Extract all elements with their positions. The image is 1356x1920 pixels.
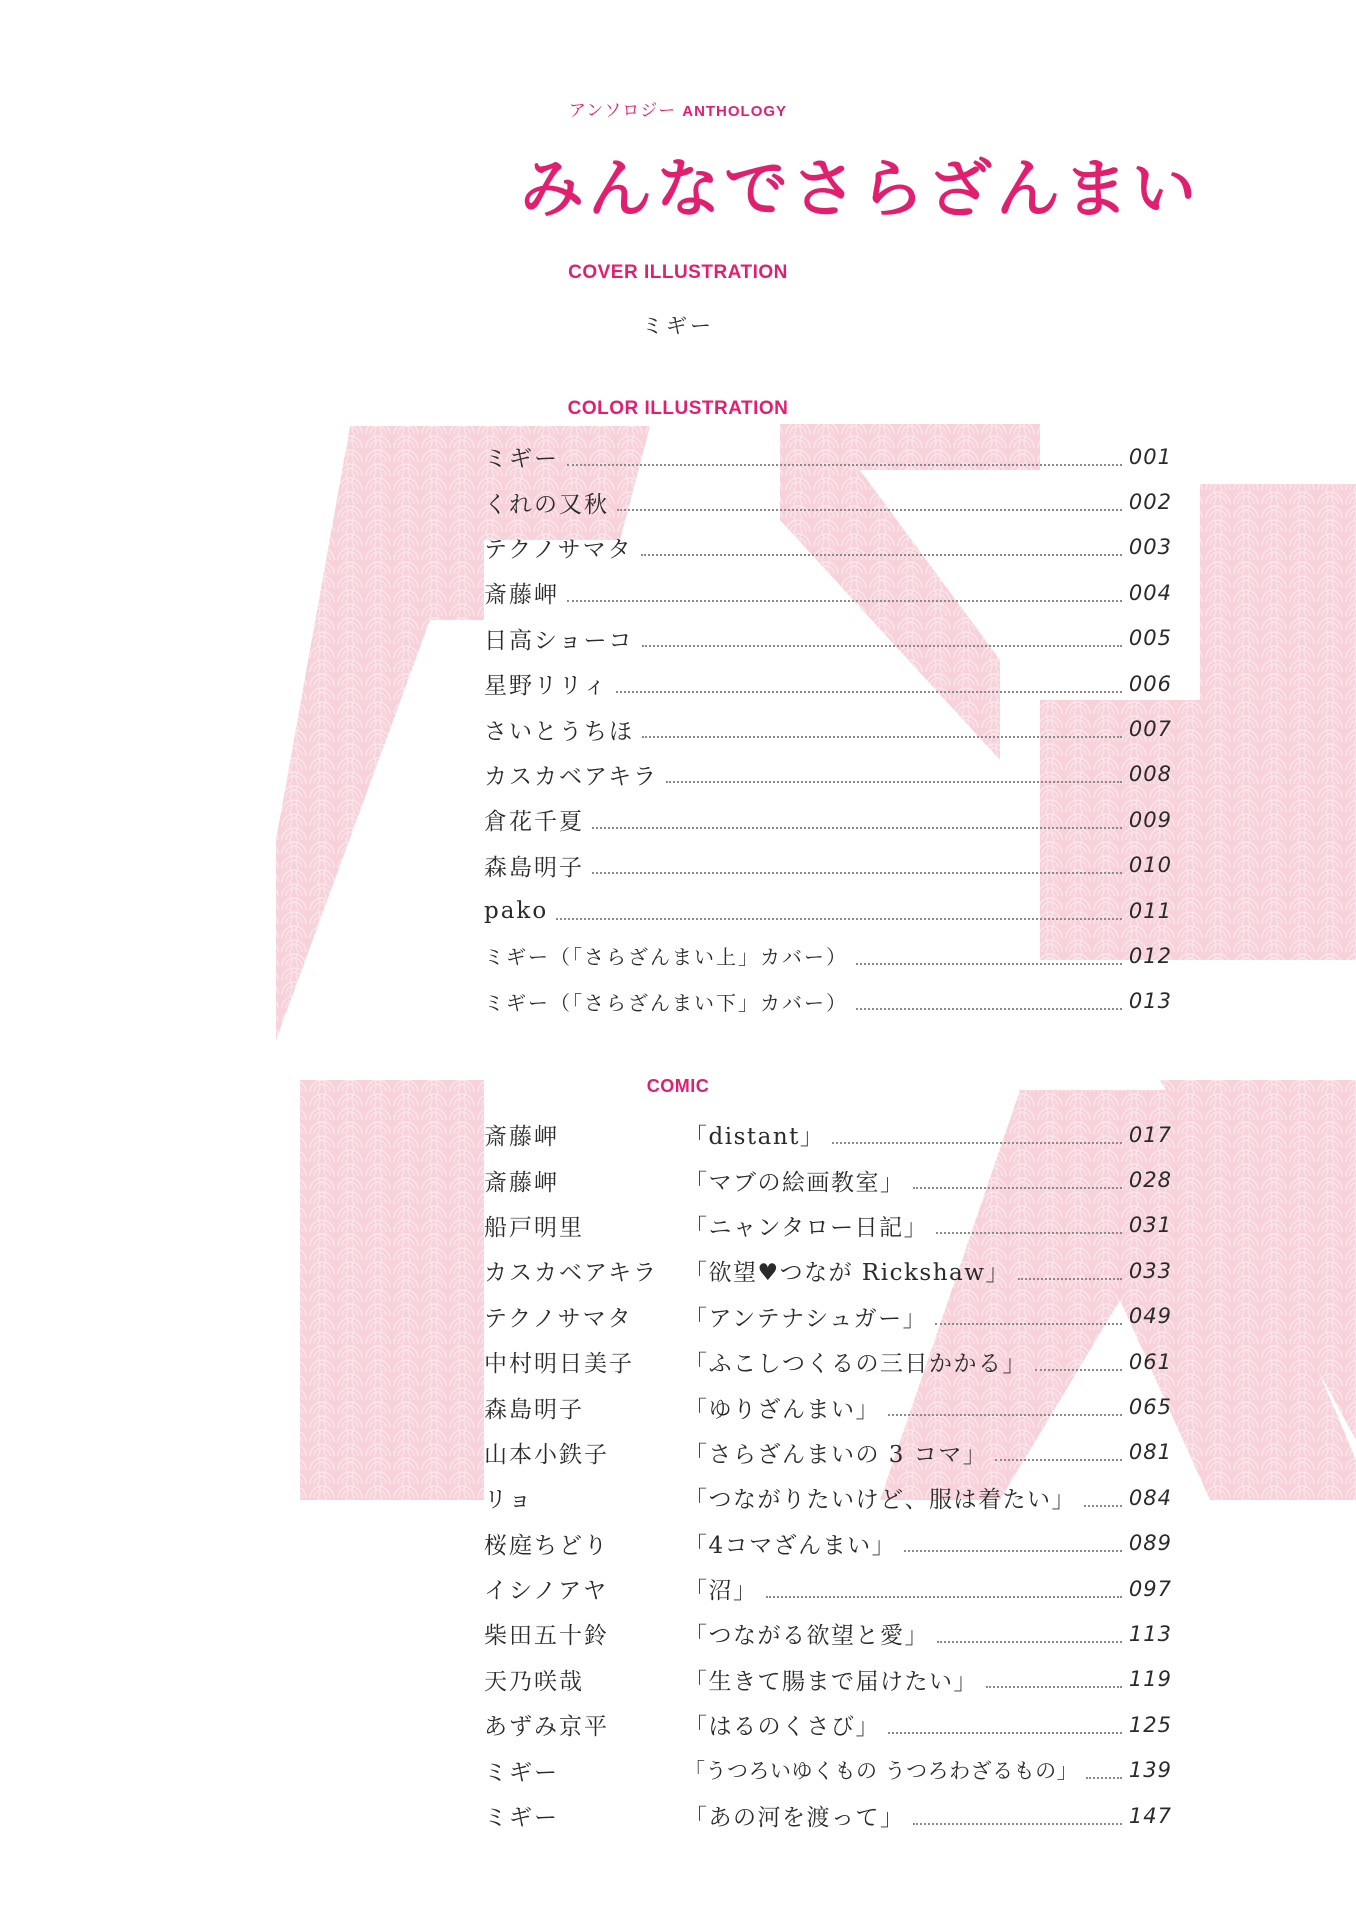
toc-artist: 船戸明里 [484, 1214, 584, 1241]
toc-artist: 倉花千夏 [484, 809, 584, 836]
dot-leader [1018, 1278, 1122, 1280]
toc-work-title: 「ふこしつくるの三日かかる」 [684, 1351, 1027, 1378]
dot-leader [832, 1142, 1122, 1144]
toc-row[interactable] [484, 616, 1172, 661]
toc-page: 005 [1128, 626, 1172, 651]
toc-work-title: 「アンテナシュガー」 [684, 1305, 928, 1332]
toc-page: 028 [1128, 1168, 1172, 1193]
toc-artist: カスカベアキラ [484, 763, 659, 790]
toc-row[interactable] [484, 1294, 1172, 1339]
toc-row[interactable] [484, 1657, 1172, 1702]
book-title: みんなでさらざんまい [520, 152, 1200, 227]
toc-artist: 森島明子 [484, 854, 584, 881]
toc-artist: pako [484, 897, 549, 924]
toc-page: 006 [1128, 671, 1172, 696]
dot-leader [913, 1823, 1123, 1825]
toc-row[interactable] [484, 1157, 1172, 1202]
toc-row[interactable] [484, 979, 1172, 1024]
dot-leader [642, 645, 1122, 647]
series-label-jp: アンソロジー [568, 101, 677, 121]
toc-page: 089 [1128, 1531, 1172, 1556]
dot-leader [666, 781, 1122, 783]
toc-page: 013 [1128, 989, 1172, 1014]
toc-row[interactable] [484, 434, 1172, 479]
toc-page: 031 [1128, 1213, 1172, 1238]
toc-artist: 斎藤岬 [484, 1124, 559, 1151]
toc-row[interactable] [484, 706, 1172, 751]
toc-page: 081 [1128, 1440, 1172, 1465]
toc-artist: ミギー [484, 446, 559, 473]
toc-artist: 星野リリィ [484, 673, 609, 700]
toc-page: 097 [1128, 1576, 1172, 1601]
toc-artist: ミギー [484, 1805, 559, 1832]
toc-page: 003 [1128, 535, 1172, 560]
toc-artist: 斎藤岬 [484, 1169, 559, 1196]
toc-row[interactable] [484, 933, 1172, 978]
dot-leader [556, 918, 1122, 920]
toc-row[interactable] [484, 570, 1172, 615]
toc-row[interactable] [484, 752, 1172, 797]
dot-leader [935, 1323, 1122, 1325]
toc-row[interactable] [484, 1430, 1172, 1475]
dot-leader [567, 600, 1122, 602]
toc-artist: さいとうちほ [484, 718, 634, 745]
toc-row[interactable] [484, 1611, 1172, 1656]
toc-work-title: 「沼」 [684, 1578, 758, 1605]
toc-work-title: 「うつろいゆくもの うつろわざるもの」 [684, 1759, 1079, 1784]
toc-row[interactable] [484, 1112, 1172, 1157]
toc-row[interactable] [484, 525, 1172, 570]
toc-work-title: 「ゆりざんまい」 [684, 1396, 880, 1423]
toc-artist: 斎藤岬 [484, 582, 559, 609]
toc-row[interactable] [484, 1203, 1172, 1248]
toc-artist: 山本小鉄子 [484, 1441, 609, 1468]
toc-work-title: 「欲望♥つなが Rickshaw」 [684, 1260, 1010, 1287]
dot-leader [936, 1232, 1122, 1234]
series-label-en: ANTHOLOGY [682, 103, 788, 120]
toc-row[interactable] [484, 1793, 1172, 1838]
toc-work-title: 「つながる欲望と愛」 [684, 1623, 929, 1650]
toc-artist: ミギー（「さらざんまい下」カバー） [484, 990, 848, 1015]
toc-artist: ミギー [484, 1759, 559, 1786]
toc-work-title: 「4コマざんまい」 [684, 1532, 897, 1559]
toc-page: 033 [1128, 1258, 1172, 1283]
toc-page: 125 [1128, 1712, 1172, 1737]
dot-leader [567, 464, 1122, 466]
dot-leader [888, 1732, 1122, 1734]
toc-artist: 柴田五十鈴 [484, 1623, 609, 1650]
toc-work-title: 「ニャンタロー日記」 [684, 1214, 929, 1241]
toc-page: 007 [1128, 717, 1172, 742]
toc-page: 017 [1128, 1122, 1172, 1147]
toc-row[interactable] [484, 1339, 1172, 1384]
series-label [0, 96, 1356, 121]
toc-row[interactable] [484, 1475, 1172, 1520]
toc-artist: 中村明日美子 [484, 1351, 634, 1378]
toc-page: 009 [1128, 807, 1172, 832]
cover-artist: ミギー [642, 314, 714, 338]
cover-illustration-heading: COVER ILLUSTRATION [568, 262, 788, 283]
toc-page: 061 [1128, 1349, 1172, 1374]
toc-row[interactable] [484, 843, 1172, 888]
toc-row[interactable] [484, 1566, 1172, 1611]
toc-artist: テクノサマタ [484, 536, 633, 563]
toc-page: 010 [1128, 853, 1172, 878]
dot-leader [986, 1686, 1122, 1688]
toc-row[interactable] [484, 661, 1172, 706]
toc-row[interactable] [484, 1248, 1172, 1293]
dot-leader [616, 691, 1122, 693]
dot-leader [641, 554, 1122, 556]
dot-leader [592, 872, 1122, 874]
dot-leader [1084, 1505, 1122, 1507]
dot-leader [856, 963, 1122, 965]
toc-page: 004 [1128, 580, 1172, 605]
toc-artist: ミギー（「さらざんまい上」カバー） [484, 945, 848, 970]
toc-artist: 天乃咲哉 [484, 1668, 584, 1695]
toc-page: 065 [1128, 1395, 1172, 1420]
color-illustration-heading: COLOR ILLUSTRATION [567, 398, 789, 419]
toc-artist: テクノサマタ [484, 1305, 633, 1332]
dot-leader [904, 1550, 1122, 1552]
toc-row[interactable] [484, 1521, 1172, 1566]
toc-row[interactable] [484, 1747, 1172, 1792]
toc-artist: カスカベアキラ [484, 1260, 659, 1287]
toc-page: 119 [1128, 1667, 1172, 1692]
dot-leader [766, 1596, 1123, 1598]
toc-page: 001 [1128, 444, 1172, 469]
toc-page: 049 [1128, 1304, 1172, 1329]
toc-artist: リョ [484, 1487, 534, 1514]
comic-list [484, 1112, 1172, 1838]
toc-work-title: 「生きて腸まで届けたい」 [684, 1668, 978, 1695]
dot-leader [592, 827, 1122, 829]
toc-work-title: 「はるのくさび」 [684, 1714, 880, 1741]
toc-work-title: 「distant」 [684, 1124, 825, 1151]
toc-work-title: 「さらざんまいの 3 コマ」 [684, 1441, 988, 1468]
toc-page: 084 [1128, 1485, 1172, 1510]
toc-page: 139 [1128, 1758, 1172, 1783]
color-illustration-list [484, 434, 1172, 1024]
dot-leader [856, 1008, 1122, 1010]
toc-work-title: 「マブの絵画教室」 [684, 1169, 905, 1196]
toc-page: 002 [1128, 490, 1172, 515]
dot-leader [937, 1641, 1122, 1643]
toc-row[interactable] [484, 888, 1172, 933]
toc-page: 011 [1128, 898, 1172, 923]
toc-row[interactable] [484, 797, 1172, 842]
toc-artist: 森島明子 [484, 1396, 584, 1423]
toc-artist: 桜庭ちどり [484, 1532, 609, 1559]
toc-page: 147 [1128, 1803, 1172, 1828]
toc-artist: くれの又秋 [484, 491, 609, 518]
toc-work-title: 「あの河を渡って」 [684, 1805, 905, 1832]
dot-leader [1086, 1777, 1122, 1779]
toc-row[interactable] [484, 1384, 1172, 1429]
toc-row[interactable] [484, 1702, 1172, 1747]
dot-leader [1035, 1369, 1122, 1371]
dot-leader [913, 1187, 1123, 1189]
dot-leader [617, 509, 1122, 511]
toc-artist: あずみ京平 [484, 1714, 609, 1741]
toc-work-title: 「つながりたいけど、服は着たい」 [684, 1487, 1076, 1514]
dot-leader [888, 1414, 1122, 1416]
toc-row[interactable] [484, 479, 1172, 524]
toc-page: 008 [1128, 762, 1172, 787]
toc-page: 113 [1128, 1621, 1172, 1646]
toc-page: 012 [1128, 943, 1172, 968]
toc-artist: イシノアヤ [484, 1578, 609, 1605]
toc-artist: 日高ショーコ [484, 627, 634, 654]
dot-leader [995, 1459, 1122, 1461]
comic-heading: COMIC [646, 1076, 710, 1096]
dot-leader [642, 736, 1122, 738]
